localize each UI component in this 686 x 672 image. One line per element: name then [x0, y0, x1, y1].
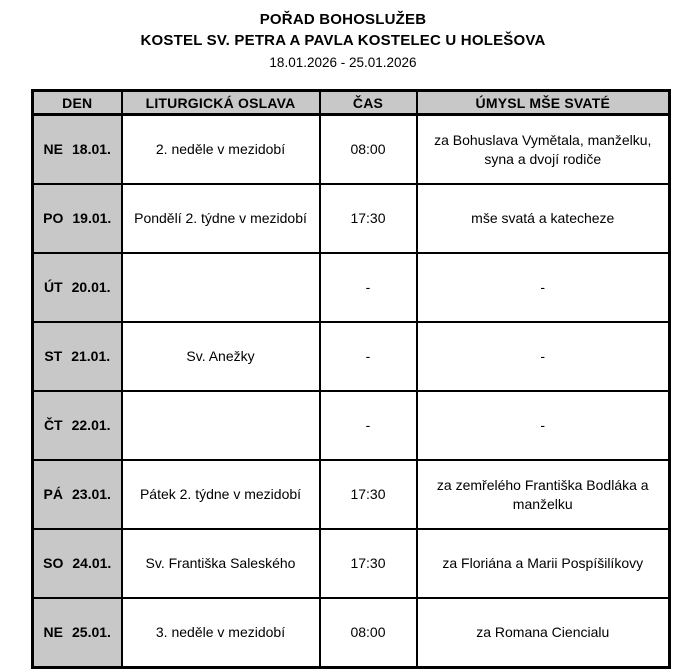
- table-row: [33, 253, 670, 322]
- celebration-cell: [122, 391, 320, 460]
- time-cell: 08:00: [320, 598, 417, 668]
- day-date: 18.01.: [72, 141, 111, 157]
- table-row: [33, 184, 670, 253]
- intention-cell: za Romana Ciencialu: [417, 598, 670, 668]
- table-row: [33, 529, 670, 598]
- column-header-oslava: LITURGICKÁ OSLAVA: [122, 91, 320, 115]
- time-cell: 08:00: [320, 115, 417, 185]
- day-cell: [33, 253, 122, 322]
- column-header-den: DEN: [33, 91, 122, 115]
- intention-cell: -: [417, 253, 670, 322]
- table-row: [33, 322, 670, 391]
- column-header-umysl: ÚMYSL MŠE SVATÉ: [417, 91, 670, 115]
- day-cell: [33, 460, 122, 529]
- date-range: 18.01.2026 - 25.01.2026: [269, 55, 417, 70]
- day-abbr: NE: [43, 624, 63, 640]
- day-date: 20.01.: [71, 279, 111, 295]
- time-cell: 17:30: [320, 460, 417, 529]
- intention-cell: mše svatá a katecheze: [417, 184, 670, 253]
- header-row: [33, 91, 670, 115]
- day-abbr: ČT: [43, 417, 63, 433]
- day-abbr: SO: [43, 555, 64, 571]
- celebration-cell: [122, 253, 320, 322]
- intention-cell: za Bohuslava Vymětala, manželku, syna a dvojí rodiče: [417, 115, 670, 185]
- day-abbr: ÚT: [43, 279, 63, 295]
- day-date: 21.01.: [71, 348, 111, 364]
- day-cell: [33, 322, 122, 391]
- day-cell: [33, 598, 122, 668]
- day-cell: [33, 529, 122, 598]
- day-abbr: PÁ: [43, 486, 63, 502]
- table-row: [33, 598, 670, 668]
- time-cell: -: [320, 322, 417, 391]
- day-date: 22.01.: [71, 417, 111, 433]
- day-date: 19.01.: [72, 210, 112, 226]
- day-abbr: PO: [43, 210, 64, 226]
- day-date: 23.01.: [72, 486, 111, 502]
- time-cell: -: [320, 391, 417, 460]
- church-name: KOSTEL SV. PETRA A PAVLA KOSTELEC U HOLEŠOVA: [140, 32, 546, 49]
- celebration-cell: Pondělí 2. týdne v mezidobí: [122, 184, 320, 253]
- celebration-cell: Sv. Františka Saleského: [122, 529, 320, 598]
- page-title: POŘAD BOHOSLUŽEB: [259, 11, 427, 28]
- intention-cell: -: [417, 322, 670, 391]
- table-row: [33, 460, 670, 529]
- day-abbr: NE: [43, 141, 63, 157]
- page-header: [0, 0, 686, 73]
- intention-cell: -: [417, 391, 670, 460]
- intention-cell: za Floriána a Marii Pospíšilíkovy: [417, 529, 670, 598]
- day-date: 24.01.: [72, 555, 112, 571]
- celebration-cell: 2. neděle v mezidobí: [122, 115, 320, 185]
- time-cell: 17:30: [320, 529, 417, 598]
- celebration-cell: 3. neděle v mezidobí: [122, 598, 320, 668]
- schedule-table: [31, 89, 671, 669]
- column-header-cas: ČAS: [320, 91, 417, 115]
- table-row: [33, 391, 670, 460]
- time-cell: -: [320, 253, 417, 322]
- intention-cell: za zemřelého Františka Bodláka a manželku: [417, 460, 670, 529]
- day-abbr: ST: [44, 348, 63, 364]
- day-cell: [33, 115, 122, 185]
- table-row: [33, 115, 670, 185]
- time-cell: 17:30: [320, 184, 417, 253]
- celebration-cell: Pátek 2. týdne v mezidobí: [122, 460, 320, 529]
- day-date: 25.01.: [72, 624, 111, 640]
- celebration-cell: Sv. Anežky: [122, 322, 320, 391]
- day-cell: [33, 391, 122, 460]
- day-cell: [33, 184, 122, 253]
